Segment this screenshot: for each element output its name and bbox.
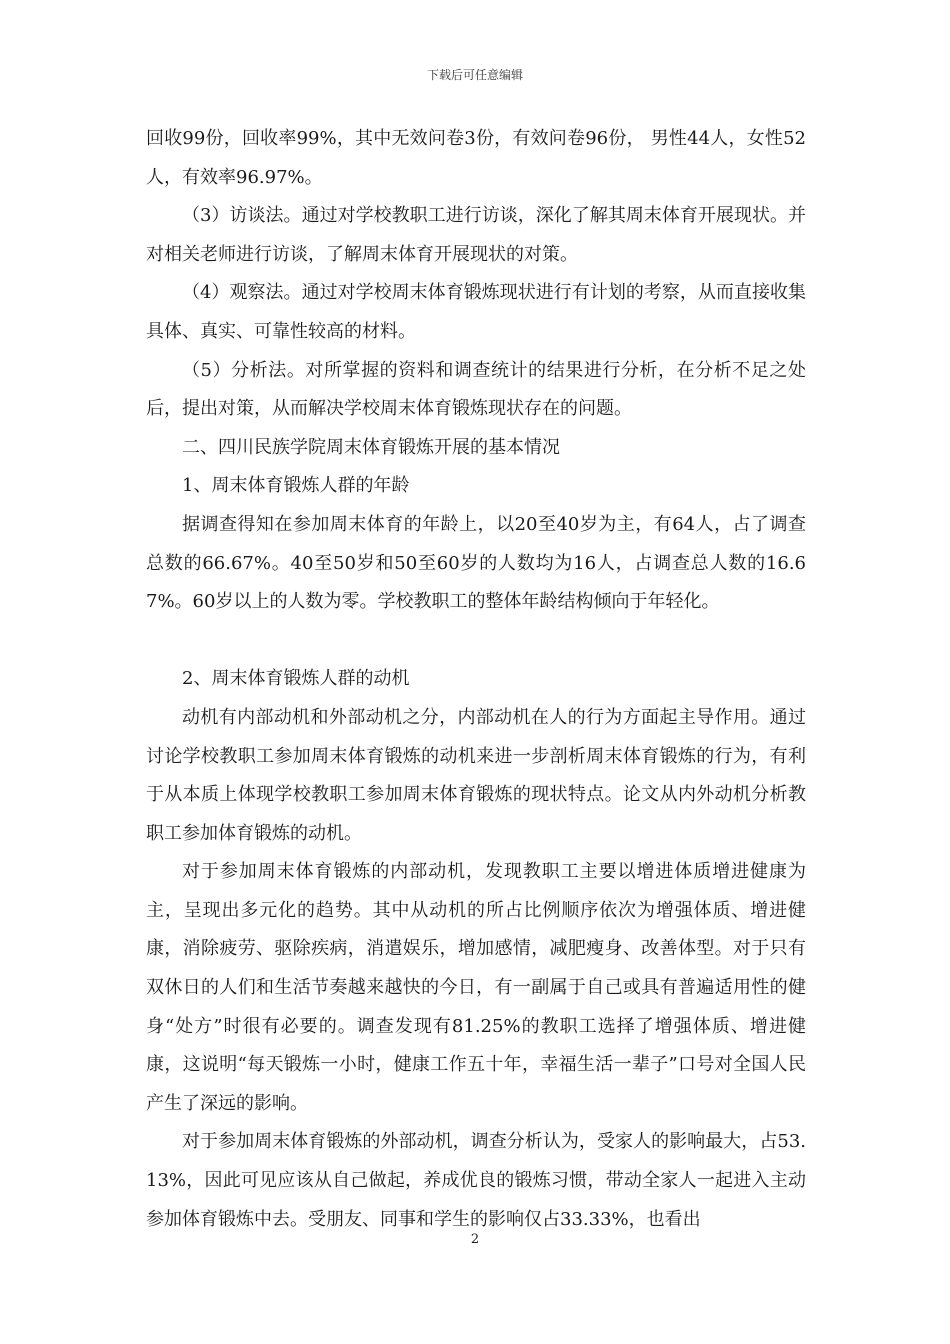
subsection-heading-motivation: 2、周末体育锻炼人群的动机 xyxy=(182,668,410,690)
paragraph-external-motivation: 对于参加周末体育锻炼的外部动机，调查分析认为，受家人的影响最大，占53.13%，因此可见应该从自己做起，养成优良的锻炼习惯，带动全家人一起进入主动参加体育锻炼中去。受朋友、同事和学生的影响仅占33.33%，也看出 xyxy=(146,1131,806,1230)
paragraph-interview-method: （3）访谈法。通过对学校教职工进行访谈，深化了解其周末体育开展现状。并对相关老师进行访谈，了解周末体育开展现状的对策。 xyxy=(146,205,806,265)
page-number: 2 xyxy=(470,1232,480,1247)
section-heading: 二、四川民族学院周末体育锻炼开展的基本情况 xyxy=(182,436,560,458)
blank-line xyxy=(146,622,806,661)
paragraph-age: 据调查得知在参加周末体育的年龄上，以20至40岁为主，有64人，占了调查总数的66.67%。40至50岁和50至60岁的人数均为16人，占调查总人数的16.67%。60岁以上的人数为零。学校教职工的整体年龄结构倾向于年轻化。 xyxy=(146,513,806,613)
paragraph-observation-method: （4）观察法。通过对学校周末体育锻炼现状进行有计划的考察，从而直接收集具体、真实、可靠性较高的材料。 xyxy=(146,282,806,342)
paragraph-internal-motivation: 对于参加周末体育锻炼的内部动机，发现教职工主要以增进体质增进健康为主，呈现出多元化的趋势。其中从动机的所占比例顺序依次为增强体质、增进健康，消除疲劳、驱除疾病，消遣娱乐，增加感情，减肥瘦身、改善体型。对于只有双休日的人们和生活节奏越来越快的今日，有一副属于自己或具有普遍适用性的健身“处方”时很有必要的。调查发现有81.25%的教职工选择了增强体质、增进健康，这说明“每天锻炼一小时，健康工作五十年，幸福生活一辈子”口号对全国人民产生了深远的影响。 xyxy=(146,861,806,1114)
document-body xyxy=(146,120,806,1239)
paragraph-analysis-method: （5）分析法。对所掌握的资料和调查统计的结果进行分析，在分析不足之处后，提出对策，从而解决学校周末体育锻炼现状存在的问题。 xyxy=(146,359,806,420)
paragraph-motivation-intro: 动机有内部动机和外部动机之分，内部动机在人的行为方面起主导作用。通过讨论学校教职工参加周末体育锻炼的动机来进一步剖析周末体育锻炼的行为，有利于从本质上体现学校教职工参加周末体育锻炼的现状特点。论文从内外动机分析教职工参加体育锻炼的动机。 xyxy=(146,706,806,844)
paragraph-questionnaire-stats: 回收99份，回收率99%，其中无效问卷3份，有效问卷96份， 男性44人，女性52人，有效率96.97%。 xyxy=(146,128,806,188)
page-header: 下载后可任意编辑 xyxy=(426,68,523,82)
subsection-heading-age: 1、周末体育锻炼人群的年龄 xyxy=(182,475,410,497)
